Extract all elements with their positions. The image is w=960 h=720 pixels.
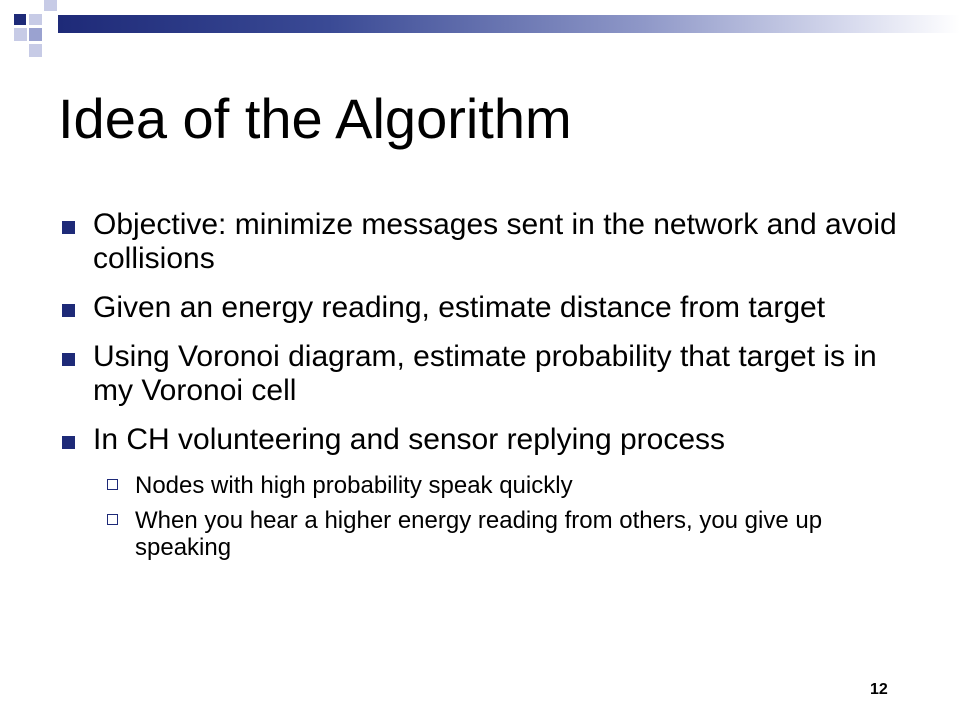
decorative-square bbox=[14, 14, 26, 25]
decorative-square bbox=[29, 44, 42, 57]
page-number: 12 bbox=[870, 681, 888, 698]
decorative-square bbox=[29, 28, 42, 41]
header-gradient-bar bbox=[58, 15, 960, 33]
bullet-item: In CH volunteering and sensor replying process bbox=[60, 423, 920, 457]
bullet-item: Using Voronoi diagram, estimate probability that target is in my Voronoi cell bbox=[60, 340, 920, 408]
bullet-item: Objective: minimize messages sent in the network and avoid collisions bbox=[60, 208, 920, 276]
bullet-item: Given an energy reading, estimate distance from target bbox=[60, 291, 920, 325]
decorative-square bbox=[29, 14, 42, 25]
decorative-square bbox=[14, 28, 27, 41]
sub-bullet-item: Nodes with high probability speak quickly bbox=[60, 472, 920, 499]
decorative-square bbox=[44, 0, 57, 11]
slide-title: Idea of the Algorithm bbox=[58, 87, 572, 150]
bullet-list bbox=[60, 208, 920, 569]
sub-bullet-item: When you hear a higher energy reading from others, you give up speaking bbox=[60, 507, 920, 561]
